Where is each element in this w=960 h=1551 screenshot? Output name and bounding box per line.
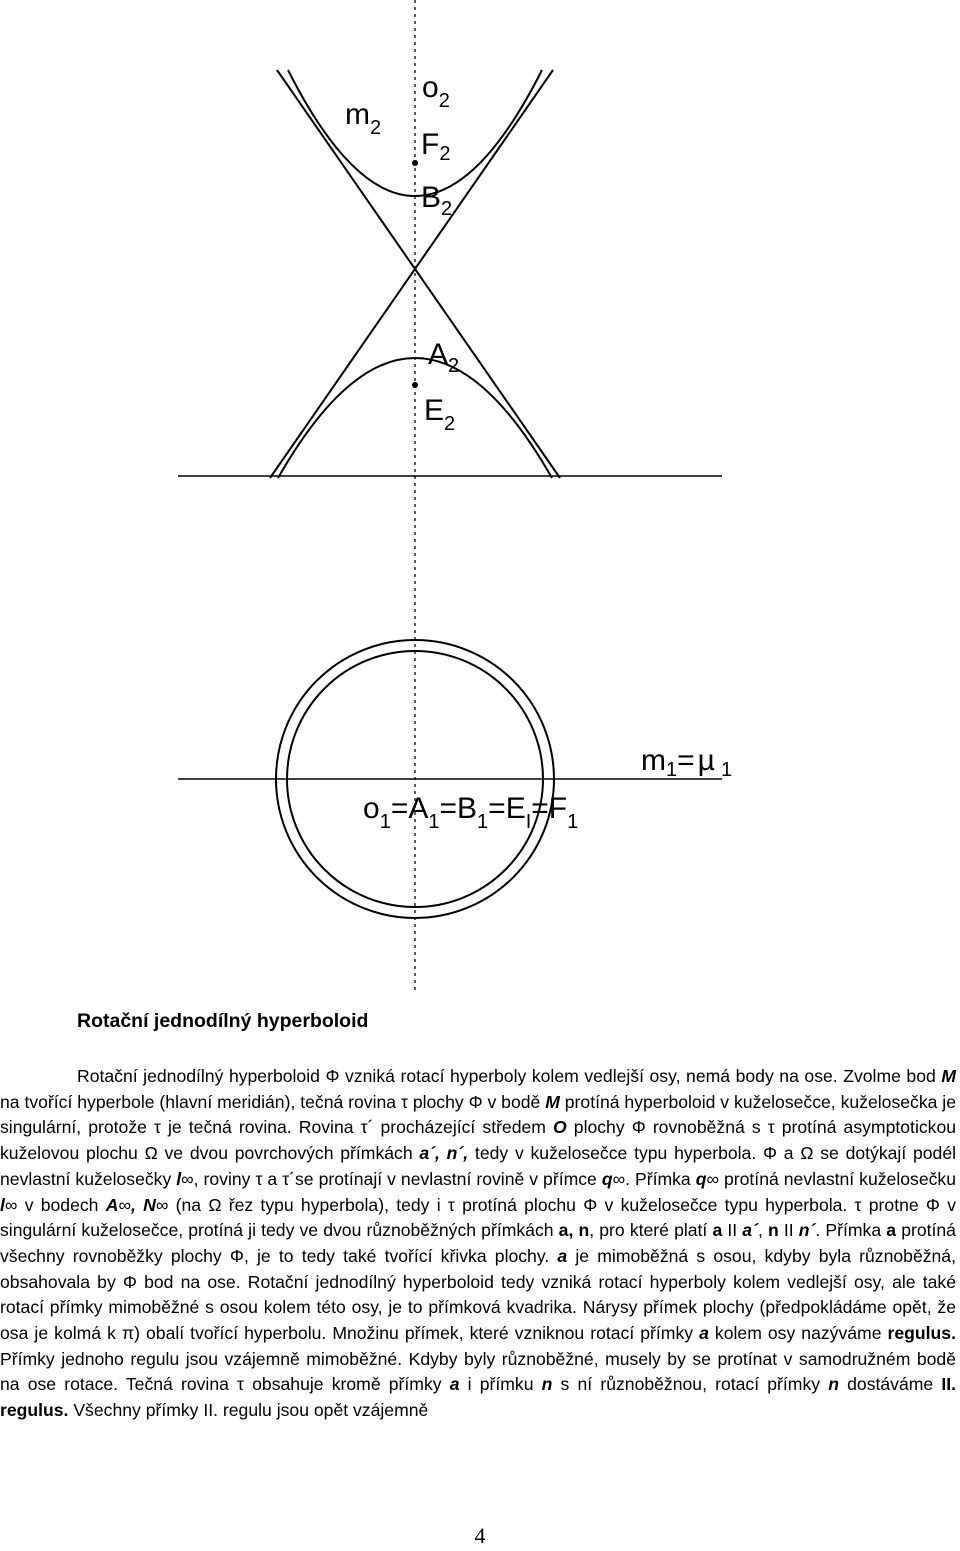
paragraph-segment: plochy Φ rovnoběžná s τ protíná asymptotickou kuželovou plochu Ω ve dvou povrchových přímkách — [0, 1117, 957, 1164]
paragraph-segment: n — [828, 1374, 839, 1395]
hyperbola-lower — [278, 358, 552, 478]
paragraph-segment: a — [712, 1220, 723, 1241]
label-F2: F2 — [421, 128, 451, 165]
paragraph-segment: ∞ — [118, 1194, 131, 1215]
paragraph-segment: II — [778, 1220, 799, 1241]
page-number: 4 — [474, 1523, 486, 1548]
paragraph-segment: n — [541, 1374, 553, 1395]
point-F2 — [412, 160, 418, 166]
label-A2: A2 — [428, 338, 460, 377]
paragraph-segment: q — [601, 1168, 613, 1189]
paragraph-segment: n — [767, 1220, 779, 1241]
paragraph-segment: a´ — [742, 1220, 758, 1241]
paragraph-segment: a — [557, 1245, 568, 1266]
paragraph-segment: l — [0, 1194, 5, 1215]
label-o2: o2 — [422, 71, 450, 112]
paragraph-segment: , pro které platí — [589, 1220, 713, 1241]
paragraph-segment: ∞. Přímka — [612, 1168, 696, 1189]
point-E2 — [412, 382, 418, 388]
paragraph-segment: ∞ protíná nevlastní kuželosečku — [706, 1168, 956, 1189]
paragraph-segment: a — [699, 1323, 709, 1344]
paragraph-segment: Všechny přímky II. regulu jsou opět vzájemně — [68, 1400, 429, 1421]
paragraph-segment: a — [886, 1220, 897, 1241]
paragraph-segment: O — [553, 1117, 567, 1138]
paragraph-segment: n´ — [798, 1220, 816, 1241]
label-E2: E2 — [424, 394, 456, 435]
paragraph-segment: . Přímka — [815, 1220, 887, 1241]
paragraph-segment: II — [722, 1220, 743, 1241]
label-o1-chain: o1=A1=B1=EI=F1 — [363, 792, 579, 833]
paragraph-segment: a´, n´, — [419, 1143, 469, 1164]
paragraph-segment: Přímky jednoho regulu jsou vzájemně mimoběžné. Kdyby byly různoběžné, musely by se protínat v samodružném bodě na ose rotace. Tečná rovina τ obsahuje kromě přímky — [0, 1348, 956, 1395]
paragraph-segment: ∞, roviny τ a τ´se protínají v nevlastní rovině v přímce — [181, 1168, 602, 1189]
paragraph-segment: protíná hyperboloid v kuželosečce, kuželosečka je singulární, protože τ je tečná rovina. Rovina τ´ procházející středem — [0, 1091, 956, 1138]
paragraph-segment: kolem osy nazýváme — [708, 1323, 888, 1344]
paragraph-segment: dostáváme — [838, 1374, 942, 1395]
paragraph-segment: Rotační jednodílný hyperboloid Φ vzniká rotací hyperboly kolem vedlejší osy, nemá body na ose. Zvolme bod — [77, 1066, 942, 1086]
paragraph-segment: je mimoběžná s osou, kdyby byla různoběžná, obsahovala by Φ bod na ose. Rotační jednodílný hyperboloid tedy vzniká rotací hyperboly kolem vedlejší osy, ale také rotací přímky mimoběžné s osou kolem této osy, je to přímková kvadrika. Nárysy přímek plochy (předpokládáme opět, že osa je kolmá k π) obalí tvořící hyperbolu. Množinu přímek, které vzniknou rotací přímky — [0, 1245, 956, 1344]
paragraph-segment: a — [449, 1374, 460, 1395]
paragraph-segment: protíná všechny rovnoběžky plochy Φ, je to tedy také tvořící křivka plochy. — [0, 1220, 956, 1266]
paragraph-segment: l — [176, 1168, 182, 1189]
paragraph-segment: M — [545, 1091, 560, 1112]
paragraph-segment: M — [941, 1066, 956, 1086]
paragraph-segment: na tvořící hyperbole (hlavní meridián), tečná rovina τ plochy Φ v bodě — [0, 1091, 546, 1112]
paragraph-segment: tedy v kuželosečce typu hyperbola. Φ a Ω se dotýkají podél nevlastní kuželosečky — [0, 1143, 957, 1189]
section-heading: Rotační jednodílný hyperboloid — [77, 1010, 369, 1032]
paragraph-segment: ∞ (na Ω řez typu hyperbola), tedy i τ protíná plochu Φ v kuželosečce typu hyperbola. τ protne Φ v singulární kuželosečce, protíná ji tedy ve dvou různoběžných přímkách — [0, 1194, 956, 1241]
paragraph-segment: , N — [130, 1194, 156, 1215]
paragraph-segment: ∞ v bodech — [4, 1194, 106, 1215]
paragraph-segment: s ní různoběžnou, rotací přímky — [552, 1374, 829, 1395]
label-m1-mu1: m1= µ 1 — [641, 744, 733, 781]
label-m2: m2 — [345, 98, 382, 139]
body-paragraph — [0, 1064, 956, 1424]
label-B2: B2 — [421, 181, 453, 220]
paragraph-segment: regulus. — [887, 1323, 956, 1344]
paragraph-segment: A — [105, 1194, 119, 1215]
paragraph-segment: i přímku — [459, 1374, 542, 1395]
paragraph-segment: q — [695, 1168, 707, 1189]
paragraph-segment: II. regulus. — [0, 1374, 957, 1421]
paragraph-segment: , — [757, 1220, 768, 1241]
paragraph-segment: a, n — [558, 1220, 590, 1241]
